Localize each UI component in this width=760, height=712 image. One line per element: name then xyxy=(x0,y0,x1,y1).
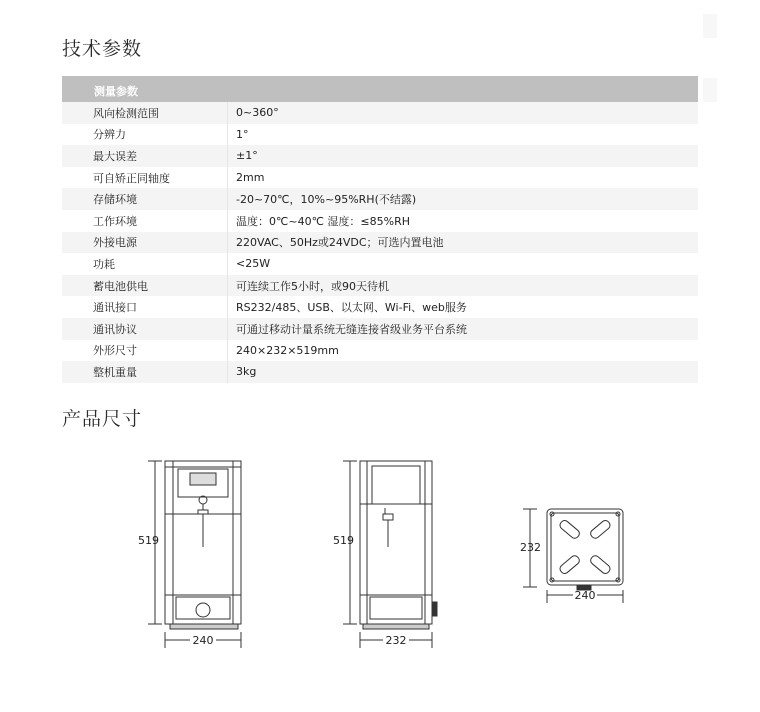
spec-row xyxy=(62,340,698,362)
spec-label: 风向检测范围 xyxy=(93,106,159,120)
spec-value: 3kg xyxy=(228,361,699,383)
spec-table xyxy=(62,76,698,383)
spec-value: 240×232×519mm xyxy=(228,340,699,362)
spec-row xyxy=(62,253,698,275)
spec-value: 可连续工作5小时，或90天待机 xyxy=(228,275,699,297)
tech-params-title: 技术参数 xyxy=(62,38,143,60)
spec-label: 功耗 xyxy=(93,257,115,271)
spec-row xyxy=(62,296,698,318)
spec-value: ±1° xyxy=(228,145,699,167)
spec-label: 外接电源 xyxy=(93,236,137,250)
spec-label: 分辨力 xyxy=(93,128,126,142)
spec-row xyxy=(62,167,698,189)
spec-value: -20~70℃，10%~95%RH(不结露) xyxy=(228,188,699,210)
spec-value: 1° xyxy=(228,124,699,146)
spec-value: RS232/485、USB、以太网、Wi-Fi、web服务 xyxy=(228,296,699,318)
spec-value: 温度：0℃~40℃ 湿度：≤85%RH xyxy=(228,210,699,232)
spec-row xyxy=(62,124,698,146)
spec-value: <25W xyxy=(228,253,699,275)
spec-label: 工作环境 xyxy=(93,214,137,228)
spec-table-header xyxy=(62,76,698,102)
spec-label: 外形尺寸 xyxy=(93,344,137,358)
top-view-drawing xyxy=(515,505,635,605)
front-height-label: 519 xyxy=(138,534,159,547)
dimensions-title: 产品尺寸 xyxy=(62,408,143,430)
spec-row xyxy=(62,102,698,124)
spec-value: 0~360° xyxy=(228,102,699,124)
spec-value: 2mm xyxy=(228,167,699,189)
spec-row xyxy=(62,275,698,297)
spec-label: 蓄电池供电 xyxy=(93,279,148,293)
spec-row xyxy=(62,232,698,254)
spec-value: 220VAC、50Hz或24VDC；可选内置电池 xyxy=(228,232,699,254)
side-height-label: 519 xyxy=(333,534,354,547)
front-view-drawing xyxy=(130,452,255,652)
top-height-label: 232 xyxy=(520,541,541,554)
spec-header-label: 测量参数 xyxy=(94,84,138,98)
top-width-label: 240 xyxy=(574,589,596,602)
side-width-label: 232 xyxy=(385,634,407,647)
decorative-block xyxy=(703,78,717,102)
spec-label: 可自矫正同轴度 xyxy=(93,171,170,185)
front-width-label: 240 xyxy=(192,634,214,647)
spec-label: 通讯协议 xyxy=(93,322,137,336)
spec-row xyxy=(62,318,698,340)
spec-row xyxy=(62,361,698,383)
decorative-block xyxy=(703,14,717,38)
spec-row xyxy=(62,188,698,210)
side-view-drawing xyxy=(325,452,450,652)
spec-label: 通讯接口 xyxy=(93,301,137,315)
spec-label: 最大误差 xyxy=(93,149,137,163)
spec-row xyxy=(62,210,698,232)
spec-label: 整机重量 xyxy=(93,365,137,379)
spec-label: 存储环境 xyxy=(93,193,137,207)
spec-value: 可通过移动计量系统无缝连接省级业务平台系统 xyxy=(228,318,699,340)
spec-row xyxy=(62,145,698,167)
